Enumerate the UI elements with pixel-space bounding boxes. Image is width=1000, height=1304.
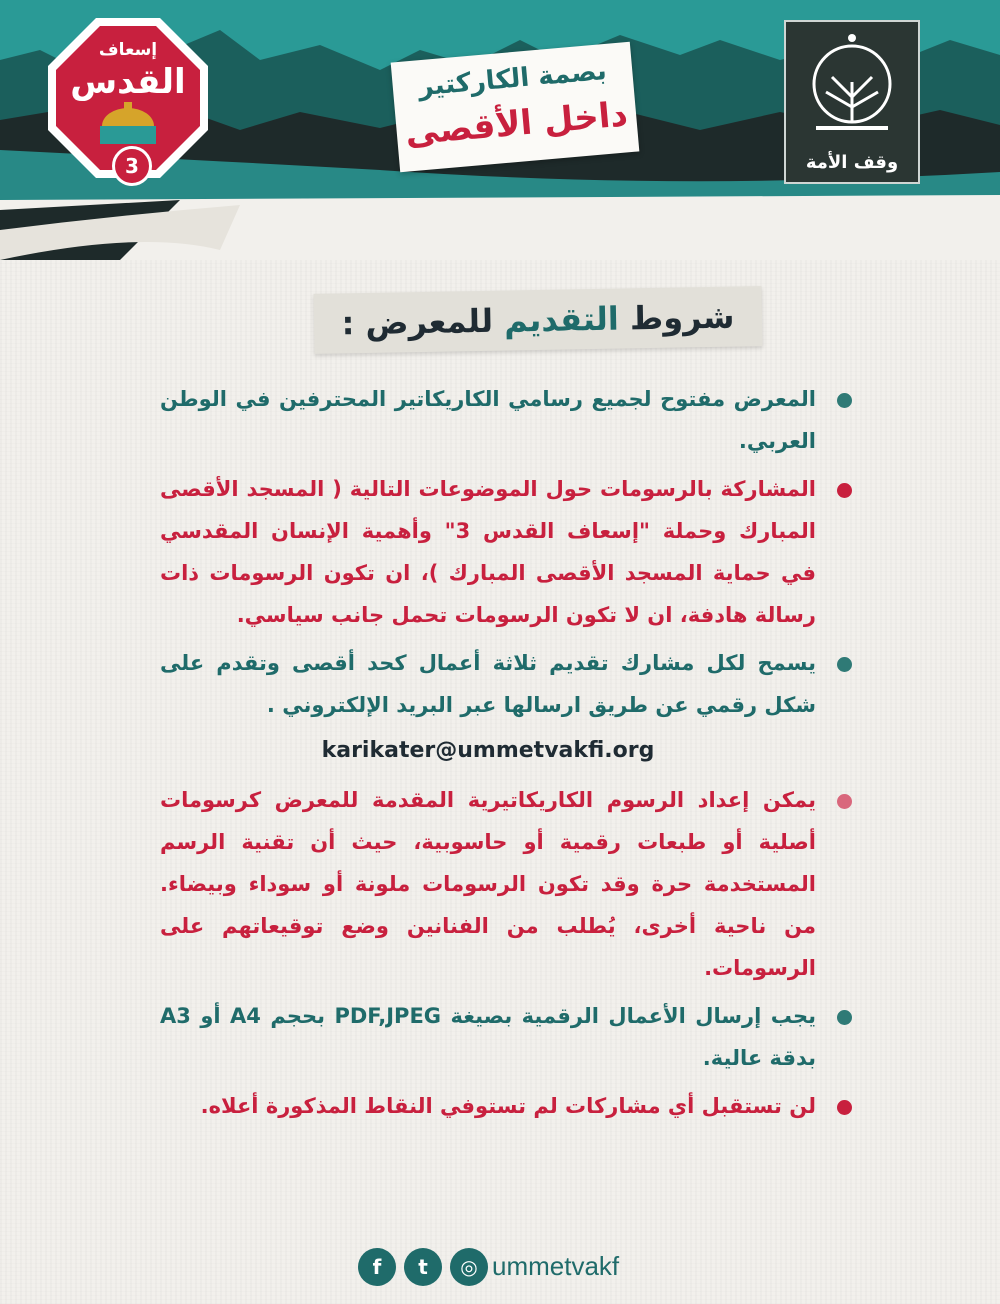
section-title [314, 286, 763, 354]
tagline-line1: بصمة الكاركتير [417, 55, 608, 103]
header-banner [0, 0, 1000, 260]
condition-item [160, 1085, 860, 1127]
bullet-icon [837, 483, 852, 498]
facebook-icon[interactable]: f [358, 1248, 396, 1286]
badge-small-text: إسعاف [98, 40, 158, 60]
organization-logo [784, 20, 920, 184]
title-part1: شروط [629, 297, 735, 338]
badge-number: 3 [112, 146, 152, 186]
title-part3: للمعرض : [341, 301, 494, 343]
condition-item [160, 779, 860, 989]
badge-big-text: القدس [70, 62, 186, 102]
condition-text: المعرض مفتوح لجميع رسامي الكاريكاتير المحترفين في الوطن العربي. [160, 387, 816, 453]
title-part2: التقديم [503, 299, 620, 340]
condition-item [160, 995, 860, 1079]
condition-text: لن تستقبل أي مشاركات لم تستوفي النقاط المذكورة أعلاه. [200, 1094, 816, 1118]
tagline-line2: داخل الأقصى [403, 94, 630, 154]
instagram-icon[interactable]: ◎ [450, 1248, 488, 1286]
bullet-icon [837, 393, 852, 408]
email-address[interactable]: karikater@ummetvakfi.org [321, 738, 655, 763]
condition-text: يجب إرسال الأعمال الرقمية بصيغة PDF,JPEG بحجم A4 أو A3 بدقة عالية. [160, 1004, 816, 1070]
condition-item [160, 468, 860, 636]
bullet-icon [837, 657, 852, 672]
twitter-icon[interactable]: t [404, 1248, 442, 1286]
bullet-icon [837, 1010, 852, 1025]
condition-text: يمكن إعداد الرسوم الكاريكاتيرية المقدمة للمعرض كرسومات أصلية أو طبعات رقمية أو حاسوبية، حيث أن تقنية الرسم المستخدمة حرة وقد تكون الرسومات ملونة أو سوداء وبيضاء. من ناحية أخرى، يُطلب من الفنانين وضع توقيعاتهم على الرسومات. [160, 788, 816, 980]
bullet-icon [837, 794, 852, 809]
condition-item [160, 378, 860, 462]
tagline-card [391, 42, 640, 172]
bullet-icon [837, 1100, 852, 1115]
social-links [358, 1248, 658, 1288]
social-handle[interactable]: ummetvakf [492, 1251, 620, 1281]
conditions-list [160, 378, 860, 1127]
organization-name: وقف الأمة [805, 152, 899, 173]
condition-text: المشاركة بالرسومات حول الموضوعات التالية ( المسجد الأقصى المبارك وحملة "إسعاف القدس 3" وأهمية الإنسان المقدسي في حماية المسجد الأقصى المبارك )، ان تكون الرسومات ذات رسالة هادفة، ان لا تكون الرسومات تحمل جانب سياسي. [160, 477, 816, 627]
tree-logo-icon [786, 22, 918, 152]
campaign-badge [48, 18, 208, 183]
condition-item [160, 642, 860, 726]
condition-text: يسمح لكل مشارك تقديم ثلاثة أعمال كحد أقصى وتقدم على شكل رقمي عن طريق ارسالها عبر البريد الإلكتروني . [160, 651, 816, 717]
